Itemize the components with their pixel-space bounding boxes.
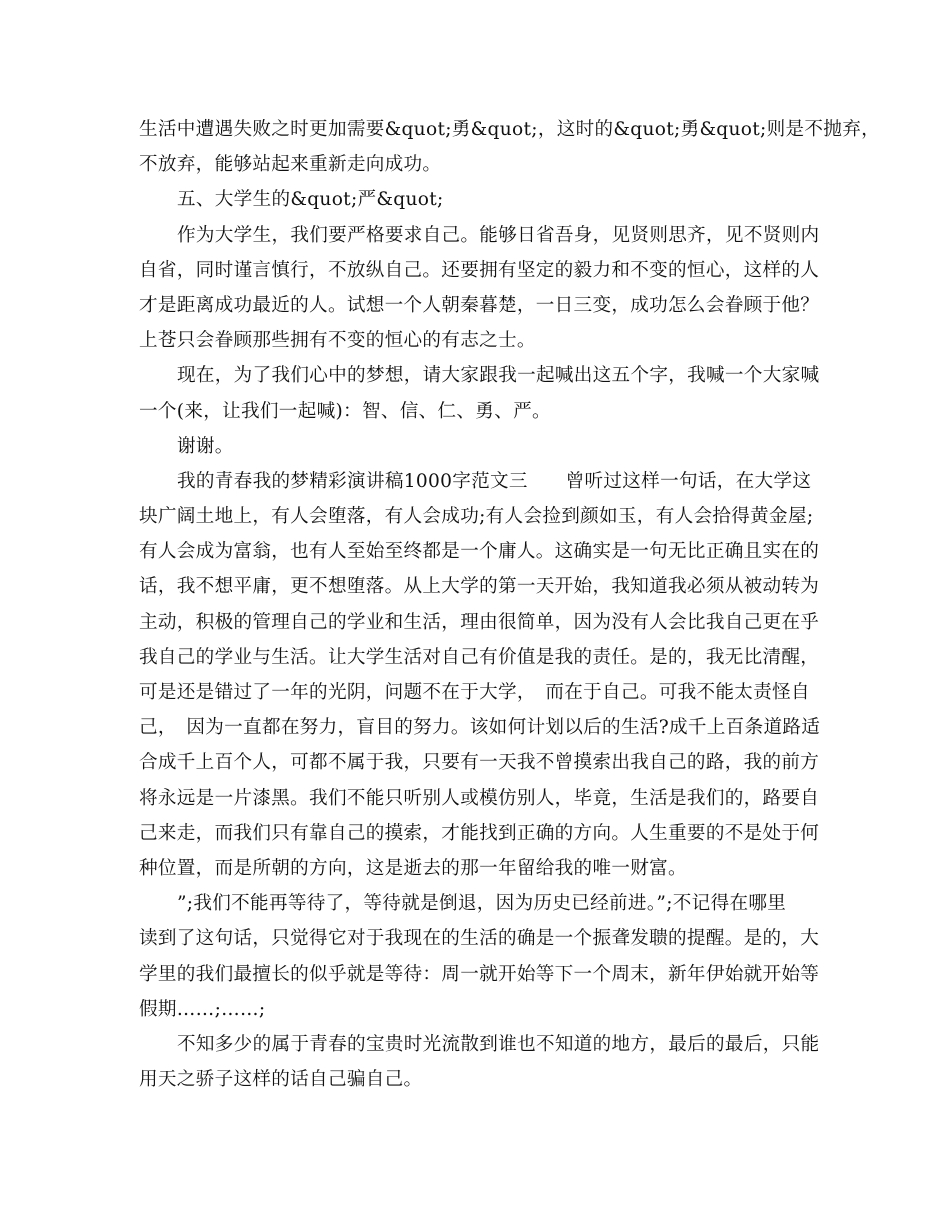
- text-line: 一个(来，让我们一起喊)：智、信、仁、勇、严。: [139, 400, 551, 422]
- text-line: 现在，为了我们心中的梦想，请大家跟我一起喊出这五个字，我喊一个大家喊: [177, 365, 820, 387]
- text-line: 用天之骄子这样的话自己骗自己。: [139, 1069, 423, 1091]
- text-line: ”;我们不能再等待了，等待就是倒退，因为历史已经前进。”;不记得在哪里: [177, 893, 787, 915]
- text-line: 己来走，而我们只有靠自己的摸索，才能找到正确的方向。人生重要的不是处于何: [139, 822, 820, 844]
- text-line: 学里的我们最擅长的似乎就是等待：周一就开始等下一个周末，新年伊始就开始等: [139, 963, 820, 985]
- text-line: 自省，同时谨言慎行，不放纵自己。还要拥有坚定的毅力和不变的恒心，这样的人: [139, 259, 820, 281]
- text-line: 可是还是错过了一年的光阴，问题不在于大学， 而在于自己。可我不能太责怪自: [139, 682, 810, 703]
- text-line: 假期……;……;: [139, 998, 266, 1020]
- text-line: 有人会成为富翁，也有人至始至终都是一个庸人。这确实是一句无比正确且实在的: [139, 541, 820, 563]
- text-line: 种位置，而是所朝的方向，这是逝去的那一年留给我的唯一财富。: [139, 857, 687, 879]
- section-heading: 五、大学生的&quot;严&quot;: [177, 189, 444, 211]
- text-line: 块广阔土地上，有人会堕落，有人会成功;有人会捡到颜如玉，有人会拾得黄金屋;: [139, 506, 814, 528]
- text-line: 生活中遭遇失败之时更加需要&quot;勇&quot;，这时的&quot;勇&quot;则是不抛弃，: [139, 119, 880, 140]
- text-line: 我的青春我的梦精彩演讲稿1000字范文三 曾听过这样一句话，在大学这: [177, 470, 812, 492]
- text-line: 读到了这句话，只觉得它对于我现在的生活的确是一个振聋发聩的提醒。是的，大: [139, 928, 820, 950]
- text-line: 作为大学生，我们要严格要求自己。能够日省吾身，见贤则思齐，见不贤则内: [177, 224, 820, 246]
- text-line: 主动，积极的管理自己的学业和生活，理由很简单，因为没有人会比我自己更在乎: [139, 611, 820, 633]
- text-line: 我自己的学业与生活。让大学生活对自己有价值是我的责任。是的，我无比清醒，: [139, 646, 820, 668]
- document-body: [139, 112, 880, 1097]
- text-line: 己， 因为一直都在努力，盲目的努力。该如何计划以后的生活?成千上百条道路适: [139, 717, 821, 739]
- text-line: 上苍只会眷顾那些拥有不变的恒心的有志之士。: [139, 330, 536, 352]
- text-line: 谢谢。: [177, 435, 234, 457]
- text-line: 合成千上百个人，可都不属于我，只要有一天我不曾摸索出我自己的路，我的前方: [139, 752, 820, 774]
- text-line: 将永远是一片漆黑。我们不能只听别人或模仿别人，毕竟，生活是我们的，路要自: [139, 787, 820, 809]
- text-line: 才是距离成功最近的人。试想一个人朝秦暮楚，一日三变，成功怎么会眷顾于他？: [139, 294, 820, 316]
- text-line: 不放弃，能够站起来重新走向成功。: [139, 154, 442, 176]
- text-line: 不知多少的属于青春的宝贵时光流散到谁也不知道的地方，最后的最后，只能: [177, 1033, 820, 1055]
- text-line: 话，我不想平庸，更不想堕落。从上大学的第一天开始，我知道我必须从被动转为: [139, 576, 820, 598]
